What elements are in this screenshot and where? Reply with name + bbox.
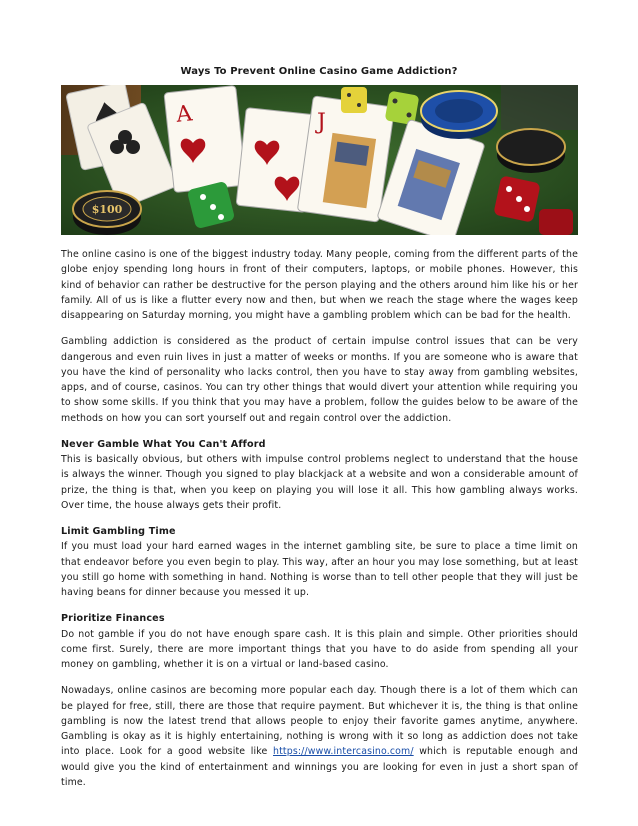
addiction-paragraph: Gambling addiction is considered as the product of certain impulse control issues that can be very dangerous and even ruin lives in just a matter of weeks or months. If you are someone who is aware that you have the kind of personality who lacks control, then you have to stay away from gambling websites, apps, and of course, casinos. You can try other things that would divert your attention while requiring you to show some skills. If you think that you may have a problem, follow the guides below to be aware of the methods on how you can sort yourself out and regain control over the addiction. — [61, 336, 578, 424]
heading-prioritize-finances: Prioritize Finances — [61, 613, 165, 625]
intercasino-link[interactable]: https://www.intercasino.com/ — [273, 746, 414, 758]
intro-paragraph: The online casino is one of the biggest industry today. Many people, coming from the different parts of the globe enjoy spending long hours in front of their computers, laptops, or mobile phones. However, this kind of behavior can rather be destructive for the person playing and the others around him like his or her family. All of us is like a flutter every now and then, but when we reach the stage where the wages keep disappearing on Saturday morning, you might have a gambling problem which can be bad for the health. — [61, 249, 578, 321]
heading-limit-time: Limit Gambling Time — [61, 526, 176, 537]
card-j-rank: J — [317, 110, 326, 135]
closing-text-before: Nowadays, online casinos are becoming more popular each day. Though there is a lot of them which can be played for free, still, there are those that require payment. But whichever it is, the thing is that online gambling is now the latest trend that allows people to enjoy their favorite games anytime, anywhere. Gambling is okay as it is highly entertaining, nothing is wrong with it so long as addiction does not take into place. Look for a good website like — [61, 685, 578, 758]
ace-of-hearts-card — [164, 86, 246, 193]
article-body — [61, 247, 578, 801]
document-title: Ways To Prevent Online Casino Game Addiction? — [180, 66, 458, 77]
jack-card — [297, 96, 394, 222]
prioritize-finances-paragraph: Do not gamble if you do not have enough spare cash. It is this plain and simple. Other priorities should come first. Surely, there are more important things that you have to do aside from spending all your money on gambling, whether it is on a virtual or land-based casino. — [61, 628, 578, 670]
never-gamble-paragraph: This is basically obvious, but others with impulse control problems neglect to understand that the house is always the winner. Though you signed to play blackjack at a website and won a considerable amount of prize, the thing is that, when you keep on playing you will lose it all. This how gambling always works. Over time, the house always gets their profit. — [61, 454, 578, 511]
card-a-rank: A — [175, 101, 194, 128]
poker-chip-stack-left — [73, 191, 141, 235]
closing-paragraph — [61, 683, 578, 790]
chip-label: $100 — [91, 203, 123, 216]
closing-text-after: which is reputable enough and would give you the kind of entertainment and winnings you are looking for even in just a short span of time. — [61, 746, 578, 788]
casino-illustration — [61, 85, 578, 235]
limit-time-paragraph: If you must load your hard earned wages in the internet gambling site, be sure to place a time limit on that endeavor before you even begin to play. This way, after an hour you may lose something, but at least you still go home with something in hand. Nothing is worse than to tell other people that they will just be having beans for dinner because you messed it up. — [61, 541, 578, 598]
heading-never-gamble: Never Gamble What You Can't Afford — [61, 438, 266, 450]
hero-image — [61, 85, 578, 235]
